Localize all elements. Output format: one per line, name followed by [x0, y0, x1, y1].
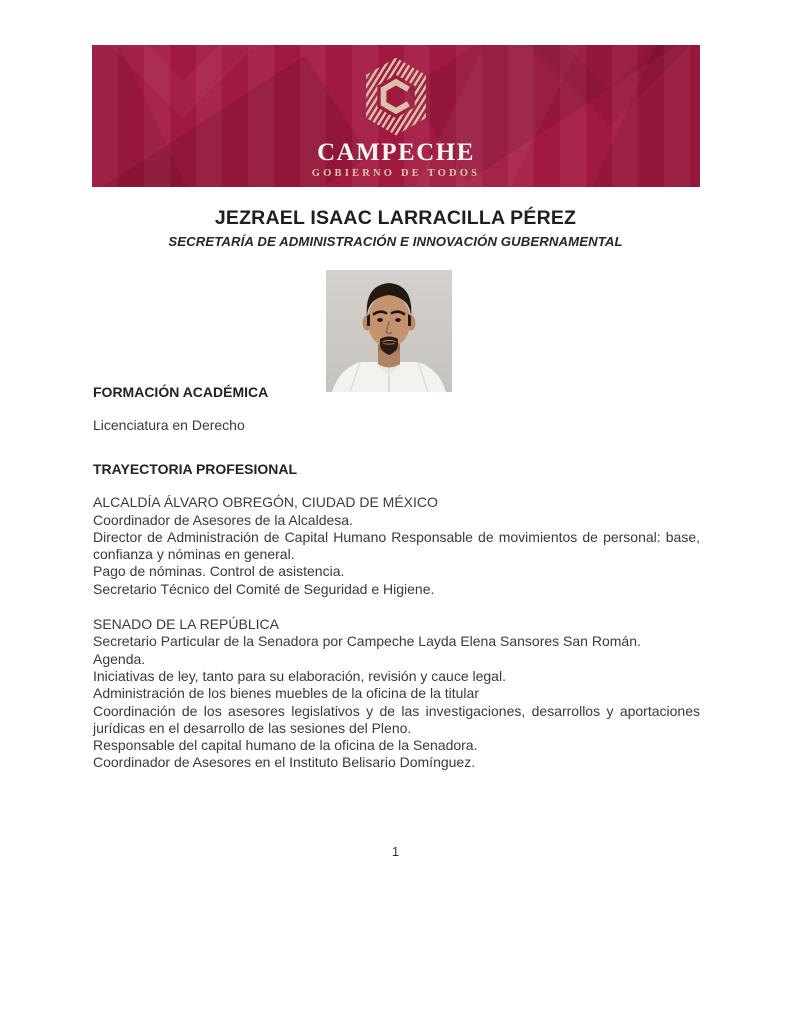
section-heading-trayectoria-profesional: TRAYECTORIA PROFESIONAL: [93, 461, 298, 478]
job-detail: Coordinador de Asesores en el Instituto Belisario Domínguez.: [93, 754, 476, 771]
organization-name: ALCALDÍA ÁLVARO OBREGÓN, CIUDAD DE MÉXICO: [93, 494, 438, 511]
organization-name: SENADO DE LA REPÚBLICA: [93, 616, 279, 633]
person-name: JEZRAEL ISAAC LARRACILLA PÉREZ: [214, 207, 577, 229]
job-detail: Secretario Técnico del Comité de Seguridad e Higiene.: [93, 580, 435, 597]
section-heading-formacion-academica: FORMACIÓN ACADÉMICA: [93, 384, 269, 400]
campeche-wordmark: CAMPECHE: [317, 139, 475, 166]
job-entry-senado: [93, 616, 700, 772]
job-detail: Administración de los bienes muebles de la oficina de la titular: [93, 685, 479, 702]
job-detail: Responsable del capital humano de la oficina de la Senadora.: [93, 737, 478, 754]
banner-tagline: GOBIERNO DE TODOS: [311, 168, 481, 179]
job-detail: Director de Administración de Capital Humano Responsable de movimientos de personal: base, confianza y nóminas en general.: [93, 528, 700, 563]
job-detail: Coordinación de los asesores legislativos y de las investigaciones, desarrollos y aportaciones jurídicas en el desarrollo de las sesiones del Pleno.: [93, 702, 700, 736]
campeche-hex-logo-icon: [360, 56, 432, 137]
page-footer: [0, 843, 791, 861]
portrait-photo-image: [326, 270, 452, 392]
page-number: 1: [391, 844, 400, 859]
cv-content: [93, 384, 700, 772]
job-entry-alcaldia: [93, 494, 700, 598]
person-department: SECRETARÍA DE ADMINISTRACIÓN E INNOVACIÓN GUBERNAMENTAL: [168, 234, 623, 249]
banner-content: [92, 45, 700, 187]
title-block: [0, 207, 791, 249]
job-detail: Coordinador de Asesores de la Alcaldesa.: [93, 511, 353, 528]
job-detail: Agenda.: [93, 650, 146, 667]
job-detail: Iniciativas de ley, tanto para su elaboración, revisión y cauce legal.: [93, 667, 506, 684]
job-detail: Pago de nóminas. Control de asistencia.: [93, 563, 345, 580]
campeche-banner: [92, 45, 700, 187]
job-detail: Secretario Particular de la Senadora por Campeche Layda Elena Sansores San Román.: [93, 633, 641, 650]
portrait-photo: [326, 270, 452, 392]
education-item: Licenciatura en Derecho: [93, 417, 245, 433]
